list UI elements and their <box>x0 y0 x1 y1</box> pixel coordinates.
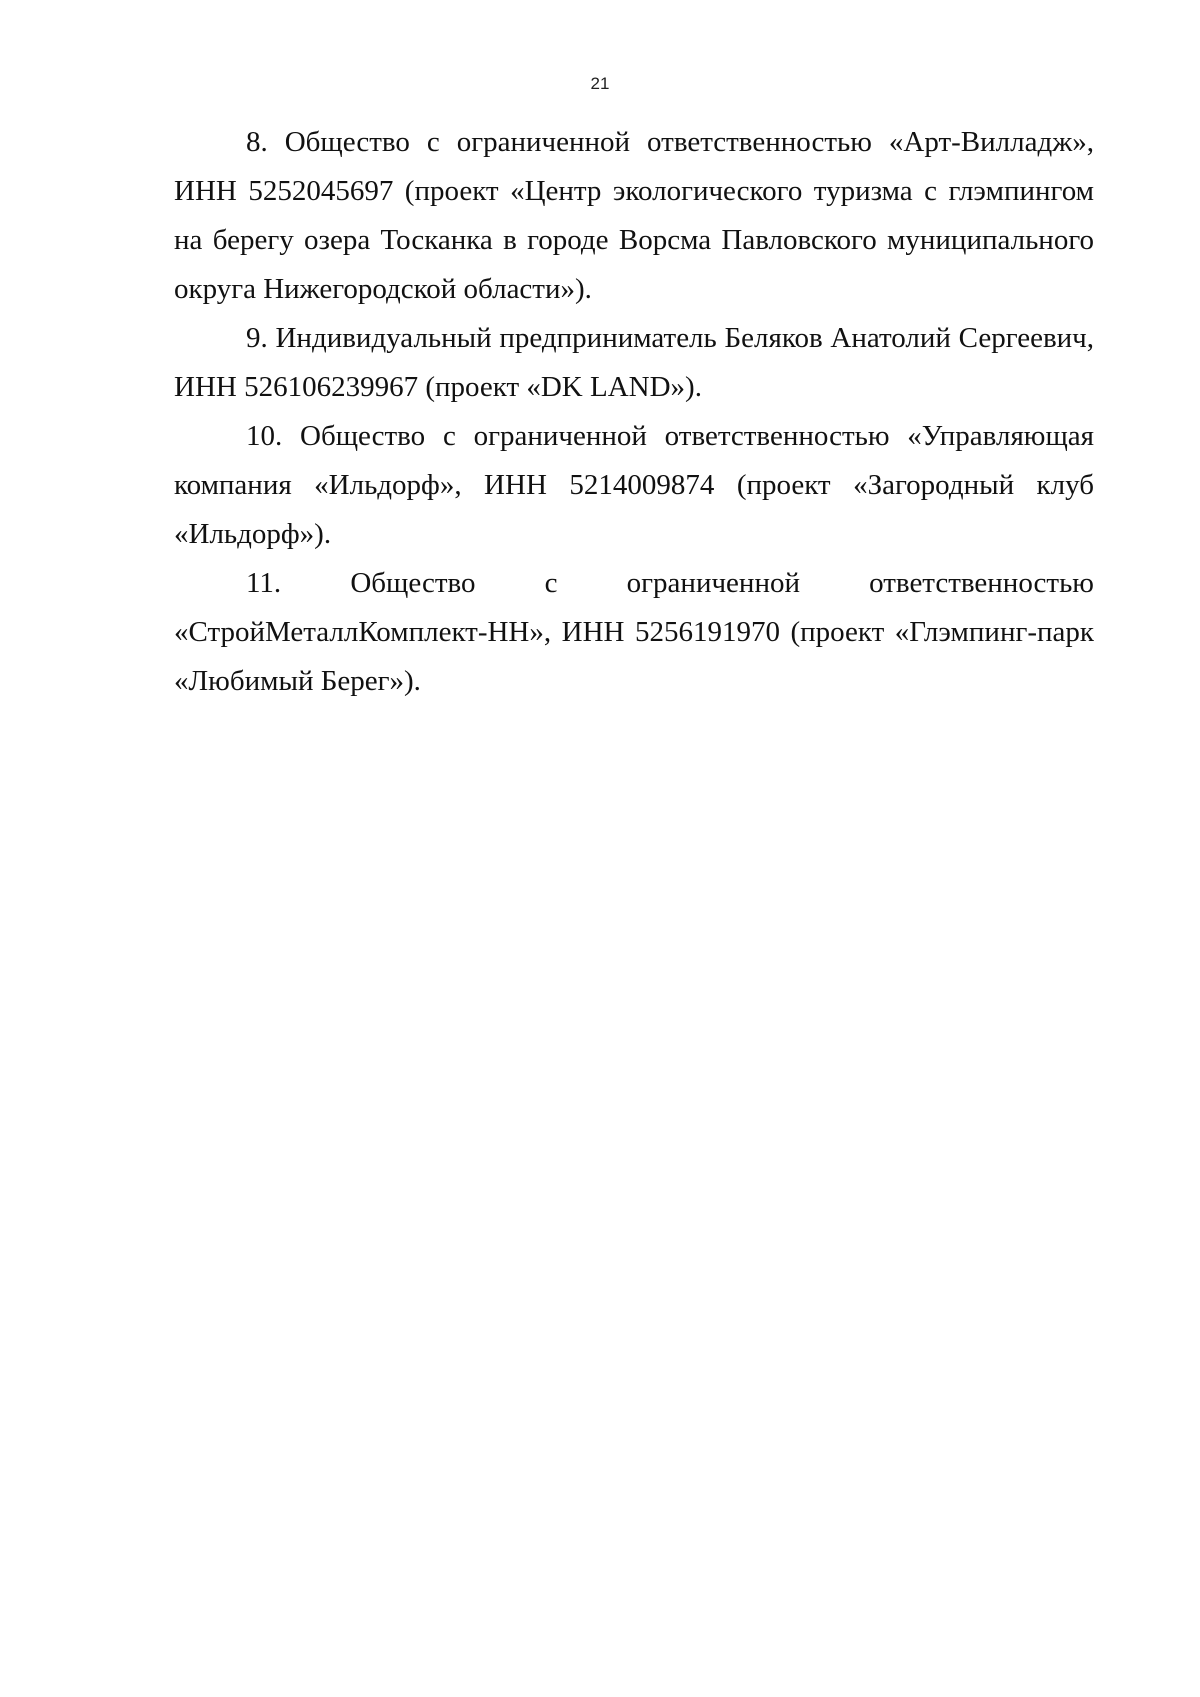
paragraph-item-9: 9. Индивидуальный предприниматель Беляков Анатолий Сергеевич, ИНН 526106239967 (проект «DK LAND»). <box>174 322 1094 403</box>
paragraph-item-11 <box>174 559 1094 706</box>
paragraph-11-first-line <box>246 559 1094 608</box>
paragraph-11-word: 11. <box>246 567 282 599</box>
paragraph-11-word: Общество <box>350 567 476 599</box>
paragraph-11-rest: «СтройМеталлКомплект-НН», ИНН 5256191970 (проект «Глэмпинг-парк «Любимый Берег»). <box>174 616 1094 697</box>
paragraph-11-word: ответственностью <box>869 567 1094 599</box>
paragraph-11-word: ограниченной <box>626 567 800 599</box>
paragraph-item-10: 10. Общество с ограниченной ответственностью «Управляющая компания «Ильдорф», ИНН 5214009874 (проект «Загородный клуб «Ильдорф»). <box>174 420 1094 550</box>
page-number: 21 <box>590 74 610 93</box>
document-body <box>174 118 1094 706</box>
paragraph-item-8: 8. Общество с ограниченной ответственностью «Арт-Вилладж», ИНН 5252045697 (проект «Центр экологического туризма с глэмпингом на берегу озера Тосканка в городе Ворсма Павловского муниципального округа Нижегородской области»). <box>174 126 1094 305</box>
paragraph-11-word: с <box>544 567 558 599</box>
